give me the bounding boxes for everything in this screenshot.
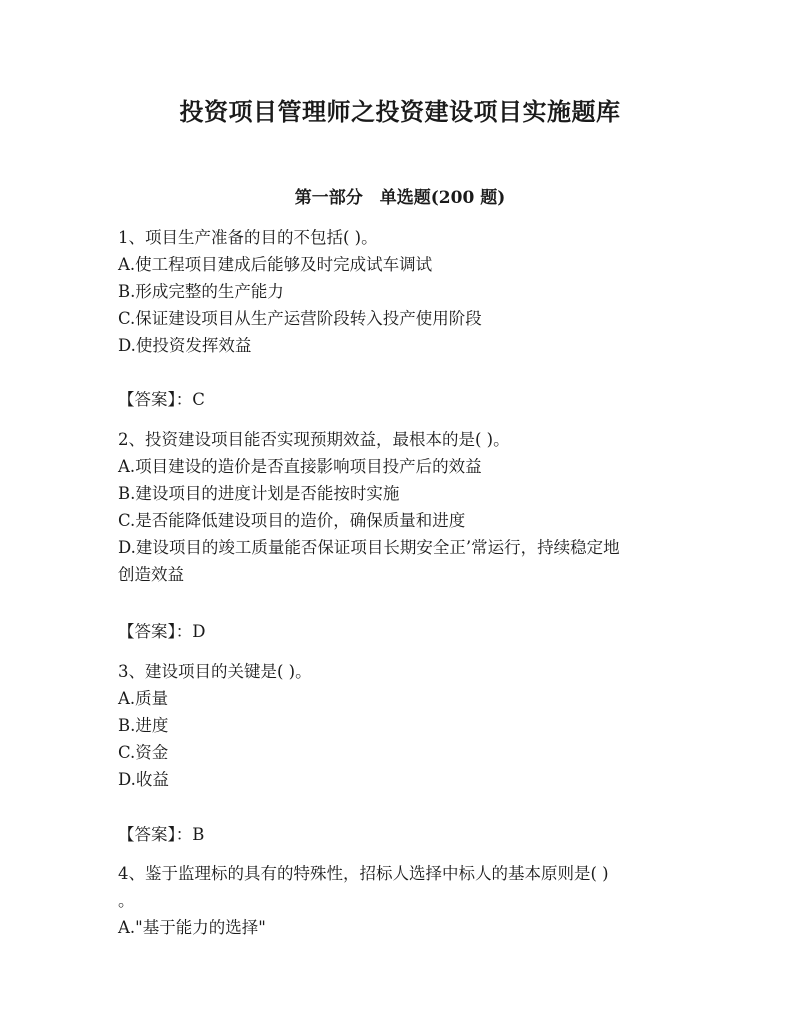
option-a: A.质量 — [118, 689, 169, 708]
option-d-continued: 创造效益 — [118, 565, 184, 584]
question-4 — [118, 860, 688, 941]
answer-3: 【答案】：B — [118, 825, 205, 844]
question-stem: 4、鉴于监理标的具有的特殊性，招标人选择中标人的基本原则是( ) — [118, 864, 609, 883]
question-stem: 3、建设项目的关键是( )。 — [118, 662, 312, 681]
option-d: D.收益 — [118, 770, 169, 789]
question-stem: 1、项目生产准备的目的不包括( )。 — [118, 228, 378, 247]
option-a: A.项目建设的造价是否直接影响项目投产后的效益 — [118, 457, 482, 476]
option-b: B.进度 — [118, 716, 169, 735]
option-a: A.使工程项目建成后能够及时完成试车调试 — [118, 255, 433, 274]
option-c: C.资金 — [118, 743, 169, 762]
section-heading: 第一部分 单选题(200 题) — [294, 188, 506, 208]
question-stem-continued: 。 — [118, 891, 135, 910]
option-b: B.建设项目的进度计划是否能按时实施 — [118, 484, 400, 503]
option-d: D.使投资发挥效益 — [118, 336, 252, 355]
document-title: 投资项目管理师之投资建设项目实施题库 — [179, 97, 621, 126]
question-3 — [118, 658, 688, 793]
option-c: C.保证建设项目从生产运营阶段转入投产使用阶段 — [118, 309, 482, 328]
option-b: B.形成完整的生产能力 — [118, 282, 284, 301]
option-c: C.是否能降低建设项目的造价，确保质量和进度 — [118, 511, 466, 530]
question-1 — [118, 224, 688, 359]
option-d: D.建设项目的竣工质量能否保证项目长期安全正’常运行，持续稳定地 — [118, 538, 620, 557]
question-stem: 2、投资建设项目能否实现预期效益，最根本的是( )。 — [118, 430, 510, 449]
option-a: A."基于能力的选择" — [118, 918, 266, 937]
question-2 — [118, 426, 688, 588]
answer-1: 【答案】：C — [118, 390, 205, 409]
answer-2: 【答案】：D — [118, 622, 206, 641]
